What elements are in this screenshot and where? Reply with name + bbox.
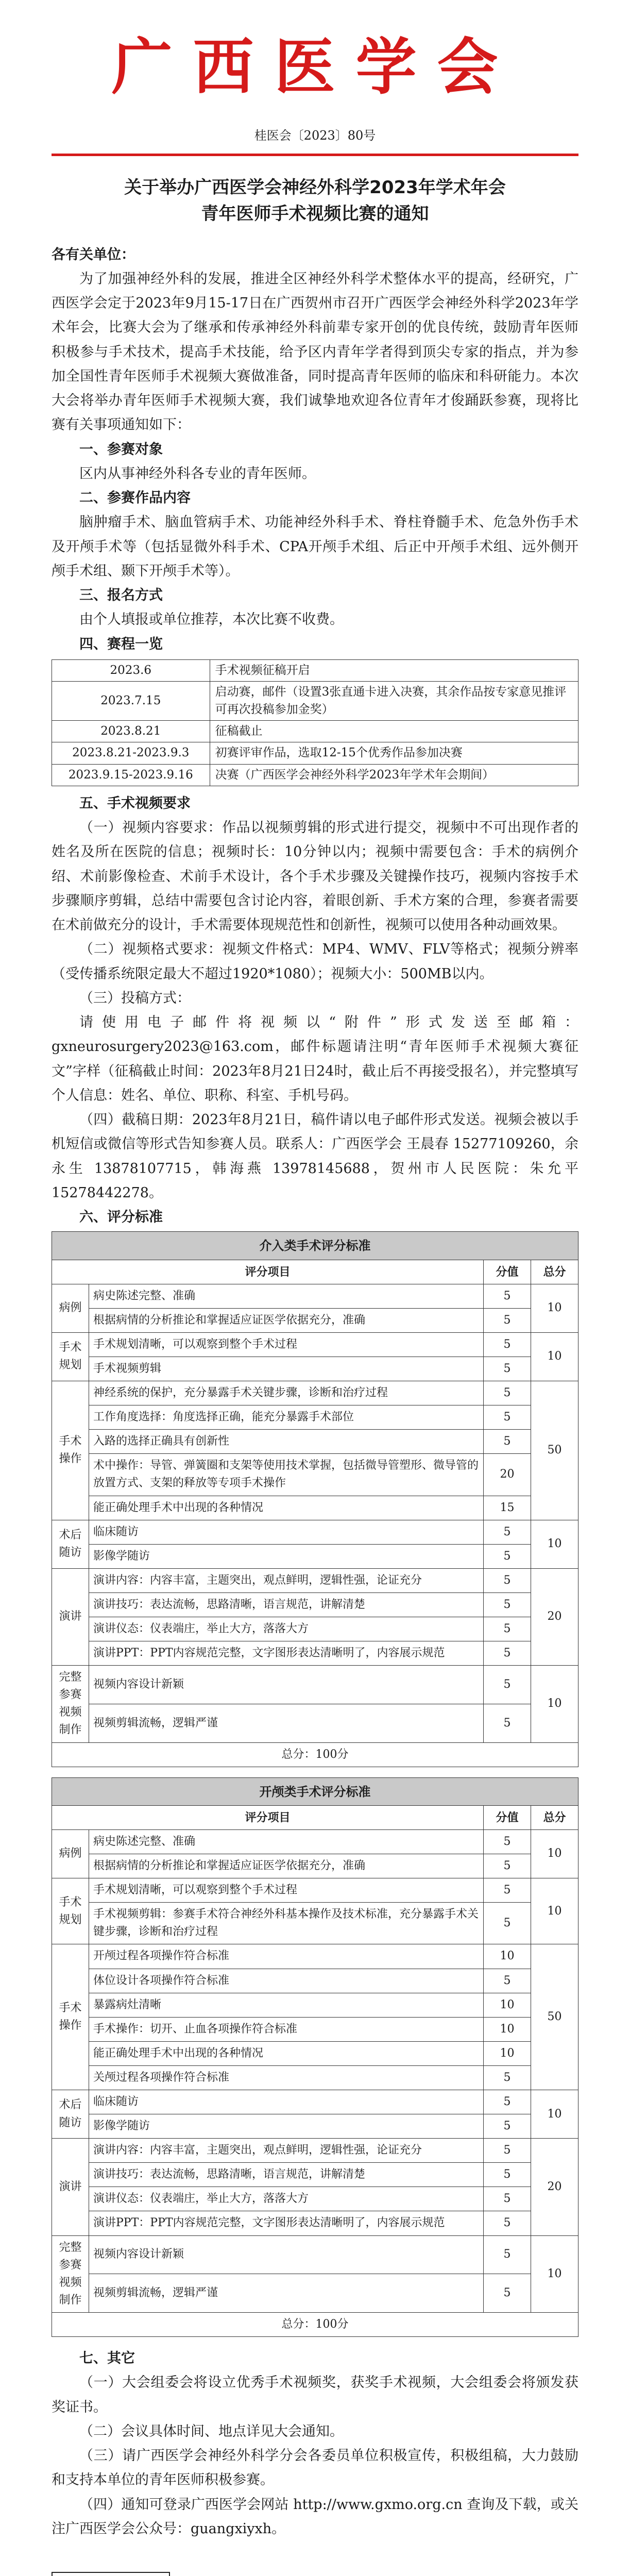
section-5-para-5: （四）截稿日期：2023年8月21日，稿件请以电子邮件形式发送。视频会被以手机短信或微信等形式告知参赛人员。联系人：广西医学会 王晨春 15277109260，余永生 13878107715，韩海燕 13978145688，贺州市人民医院：朱允平 15278442278。 [52, 1112, 578, 1201]
score-cell: 5 [484, 1617, 531, 1641]
table-row [52, 1568, 578, 1592]
score-cell: 5 [484, 1357, 531, 1381]
table-row [52, 1641, 578, 1666]
section-4-title: 四、赛程一览 [79, 636, 163, 652]
score-cell: 5 [484, 1430, 531, 1454]
total-cell: 10 [531, 2235, 578, 2312]
table-row [52, 1854, 578, 1878]
total-cell: 10 [531, 1829, 578, 1878]
schedule-row [52, 764, 578, 786]
section-7-para-4: （四）通知可登录广西医学会网站 http://www.gxmo.org.cn 查询及下载，或关注广西医学会公众号：guangxiyxh。 [52, 2496, 578, 2537]
schedule-event: 初赛评审作品，选取12-15个优秀作品参加决赛 [210, 742, 578, 764]
header-divider [52, 154, 578, 156]
table-row [52, 1381, 578, 1405]
table-row [52, 1332, 578, 1357]
criterion-cell: 临床随访 [89, 1520, 484, 1544]
score-cell: 15 [484, 1496, 531, 1520]
table-row [52, 1829, 578, 1854]
score-cell: 5 [484, 1381, 531, 1405]
score-cell: 10 [484, 1993, 531, 2017]
column-header: 分值 [484, 1260, 531, 1284]
total-cell: 10 [531, 1666, 578, 1742]
table-row [52, 1944, 578, 1969]
score-cell: 5 [484, 1544, 531, 1568]
table-row [52, 1454, 578, 1496]
total-cell: 10 [531, 2090, 578, 2138]
score-cell: 5 [484, 1969, 531, 1993]
criterion-cell: 影像学随访 [89, 1544, 484, 1568]
table-row [52, 1544, 578, 1568]
table-row [52, 2065, 578, 2090]
section-5-para-3: （三）投稿方式： [79, 990, 191, 1006]
table-row [52, 2274, 578, 2313]
table-row [52, 2114, 578, 2139]
salutation: 各有关单位： [52, 246, 135, 263]
schedule-event: 手术视频征稿开启 [210, 659, 578, 681]
criterion-cell: 根据病情的分析推论和掌握适应证医学依据充分，准确 [89, 1854, 484, 1878]
table-row [52, 1308, 578, 1332]
schedule-row [52, 682, 578, 721]
category-cell: 病例 [52, 1284, 89, 1332]
criterion-cell: 演讲内容：内容丰富，主题突出，观点鲜明，逻辑性强，论证充分 [89, 1568, 484, 1592]
criterion-cell: 演讲技巧：表达流畅，思路清晰，语言规范，讲解清楚 [89, 2163, 484, 2187]
grand-total: 总分：100分 [52, 1742, 578, 1767]
document-number: 桂医会〔2023〕80号 [254, 128, 376, 143]
score-cell: 5 [484, 1704, 531, 1742]
qr-code-icon[interactable] [52, 2572, 170, 2576]
section-6-title: 六、评分标准 [79, 1209, 163, 1226]
scoring-table-interventional [52, 1231, 578, 1767]
criterion-cell: 术中操作：导管、弹簧圈和支架等使用技术掌握，包括微导管塑形、微导管的放置方式、支架的释放等专项手术操作 [89, 1454, 484, 1496]
score-cell: 5 [484, 2235, 531, 2274]
score-cell: 5 [484, 1592, 531, 1617]
table-row [52, 2187, 578, 2211]
table-row [52, 1666, 578, 1704]
schedule-date: 2023.8.21-2023.9.3 [52, 742, 210, 764]
category-cell: 术后随访 [52, 2090, 89, 2138]
section-7-title: 七、其它 [79, 2350, 135, 2366]
total-cell: 50 [531, 1381, 578, 1520]
criterion-cell: 神经系统的保护，充分暴露手术关键步骤，诊断和治疗过程 [89, 1381, 484, 1405]
score-cell: 5 [484, 2090, 531, 2114]
table-row [52, 1704, 578, 1742]
table-row [52, 2235, 578, 2274]
criterion-cell: 暴露病灶清晰 [89, 1993, 484, 2017]
section-3-title: 三、报名方式 [79, 587, 163, 604]
table-row [52, 1357, 578, 1381]
section-1-text: 区内从事神经外科各专业的青年医师。 [79, 465, 316, 482]
category-cell: 完整参赛视频制作 [52, 1666, 89, 1742]
criterion-cell: 工作角度选择：角度选择正确，能充分暴露手术部位 [89, 1405, 484, 1430]
total-cell: 10 [531, 1520, 578, 1568]
column-header: 总分 [531, 1260, 578, 1284]
criterion-cell: 手术视频剪辑 [89, 1357, 484, 1381]
score-cell: 10 [484, 2017, 531, 2041]
total-cell: 10 [531, 1332, 578, 1381]
category-cell: 演讲 [52, 1568, 89, 1665]
category-cell: 术后随访 [52, 1520, 89, 1568]
section-7-para-2: （二）会议具体时间、地点详见大会通知。 [79, 2423, 344, 2439]
score-cell: 5 [484, 1854, 531, 1878]
section-7-para-3: （三）请广西医学会神经外科学分会各委员单位积极宣传，积极组稿，大力鼓励和支持本单位的青年医师积极参赛。 [52, 2448, 578, 2488]
score-cell: 5 [484, 1568, 531, 1592]
score-cell: 5 [484, 2139, 531, 2163]
score-cell: 5 [484, 1284, 531, 1308]
criterion-cell: 手术视频剪辑：参赛手术符合神经外科基本操作及技术标准，充分暴露手术关键步骤，诊断和治疗过程 [89, 1903, 484, 1944]
criterion-cell: 入路的选择正确具有创新性 [89, 1430, 484, 1454]
schedule-date: 2023.8.21 [52, 720, 210, 742]
criterion-cell: 关颅过程各项操作符合标准 [89, 2065, 484, 2090]
section-5-para-2: （二）视频格式要求：视频文件格式：MP4、WMV、FLV等格式；视频分辨率（受传播系统限定最大不超过1920*1080）；视频大小：500MB以内。 [52, 941, 578, 982]
column-header: 分值 [484, 1805, 531, 1829]
category-cell: 手术操作 [52, 1944, 89, 2090]
table-row [52, 2041, 578, 2065]
masthead [52, 0, 578, 104]
section-3-text: 由个人填报或单位推荐，本次比赛不收费。 [79, 612, 344, 628]
schedule-row [52, 659, 578, 681]
table-row [52, 1496, 578, 1520]
score-cell: 20 [484, 1454, 531, 1496]
criterion-cell: 开颅过程各项操作符合标准 [89, 1944, 484, 1969]
table-row [52, 1520, 578, 1544]
criterion-cell: 手术规划清晰，可以观察到整个手术过程 [89, 1878, 484, 1903]
score-cell: 5 [484, 1332, 531, 1357]
grand-total: 总分：100分 [52, 2312, 578, 2336]
schedule-event: 启动赛，邮件（设置3张直通卡进入决赛，其余作品按专家意见推评可再次投稿参加金奖） [210, 682, 578, 721]
criterion-cell: 演讲PPT：PPT内容规范完整，文字图形表达清晰明了，内容展示规范 [89, 2211, 484, 2235]
schedule-table [52, 659, 578, 786]
table-row [52, 1284, 578, 1308]
score-cell: 5 [484, 1829, 531, 1854]
table-banner: 介入类手术评分标准 [52, 1232, 578, 1260]
score-cell: 5 [484, 2211, 531, 2235]
column-header: 评分项目 [52, 1805, 484, 1829]
table-row [52, 1617, 578, 1641]
criterion-cell: 手术操作：切开、止血各项操作符合标准 [89, 2017, 484, 2041]
table-row [52, 2211, 578, 2235]
title-line-2: 青年医师手术视频比赛的通知 [201, 203, 429, 224]
criterion-cell: 视频内容设计新颖 [89, 2235, 484, 2274]
score-cell: 10 [484, 2041, 531, 2065]
score-cell: 5 [484, 1666, 531, 1704]
section-5-para-1: （一）视频内容要求：作品以视频剪辑的形式进行提交，视频中不可出现作者的姓名及所在医院的信息；视频时长：10分钟以内；视频中需要包含：手术的病例介绍、术前影像检查、术前手术设计，各个手术步骤及关键操作技巧，视频内容按手术步骤顺序剪辑，总结中需要包含讨论内容，着眼创新、手术方案的合理，参赛者需要在术前做充分的设计，手术需要体现规范性和创新性，视频可以使用各种动画效果。 [52, 820, 578, 934]
criterion-cell: 演讲内容：内容丰富，主题突出，观点鲜明，逻辑性强，论证充分 [89, 2139, 484, 2163]
column-header: 总分 [531, 1805, 578, 1829]
score-cell: 5 [484, 1641, 531, 1666]
category-cell: 完整参赛视频制作 [52, 2235, 89, 2312]
section-7-para-1: （一）大会组委会将设立优秀手术视频奖，获奖手术视频，大会组委会将颁发获奖证书。 [52, 2375, 578, 2415]
category-cell: 手术规划 [52, 1332, 89, 1381]
column-header: 评分项目 [52, 1260, 484, 1284]
table-row [52, 1592, 578, 1617]
scoring-table-craniotomy [52, 1777, 578, 2337]
criterion-cell: 演讲仪态：仪表端庄，举止大方，落落大方 [89, 1617, 484, 1641]
criterion-cell: 演讲仪态：仪表端庄，举止大方，落落大方 [89, 2187, 484, 2211]
table-row [52, 1969, 578, 1993]
schedule-event: 决赛（广西医学会神经外科学2023年学术年会期间） [210, 764, 578, 786]
criterion-cell: 演讲技巧：表达流畅，思路清晰，语言规范，讲解清楚 [89, 1592, 484, 1617]
category-cell: 手术规划 [52, 1878, 89, 1944]
table-row [52, 1405, 578, 1430]
criterion-cell: 影像学随访 [89, 2114, 484, 2139]
category-cell: 病例 [52, 1829, 89, 1878]
score-cell: 5 [484, 2163, 531, 2187]
category-cell: 演讲 [52, 2139, 89, 2235]
table-row [52, 1430, 578, 1454]
schedule-date: 2023.7.15 [52, 682, 210, 721]
score-cell: 10 [484, 1944, 531, 1969]
intro-paragraph: 为了加强神经外科的发展，推进全区神经外科学术整体水平的提高，经研究，广西医学会定于2023年9月15-17日在广西贺州市召开广西医学会神经外科学2023年学术年会，比赛大会为了继承和传承神经外科前辈专家开创的优良传统，鼓励青年医师积极参与手术技术，提高手术技能，给予区内青年学者得到顶尖专家的指点，并为参加全国性青年医师手术视频大赛做准备，同时提高青年医师的临床和科研能力。本次大会将举办青年医师手术视频大赛，我们诚挚地欢迎各位青年才俊踊跃参赛，现将比赛有关事项通知如下： [52, 270, 578, 433]
table-row [52, 1903, 578, 1944]
score-cell: 5 [484, 1903, 531, 1944]
criterion-cell: 病史陈述完整、准确 [89, 1829, 484, 1854]
score-cell: 5 [484, 2065, 531, 2090]
document-title [52, 175, 578, 227]
score-cell: 5 [484, 1405, 531, 1430]
category-cell: 手术操作 [52, 1381, 89, 1520]
total-cell: 10 [531, 1878, 578, 1944]
schedule-row [52, 742, 578, 764]
schedule-row [52, 720, 578, 742]
criterion-cell: 视频内容设计新颖 [89, 1666, 484, 1704]
score-cell: 5 [484, 1520, 531, 1544]
section-1-title: 一、参赛对象 [79, 441, 163, 457]
criterion-cell: 病史陈述完整、准确 [89, 1284, 484, 1308]
footer [52, 2562, 578, 2576]
criterion-cell: 临床随访 [89, 2090, 484, 2114]
criterion-cell: 视频剪辑流畅，逻辑严谨 [89, 1704, 484, 1742]
section-2-title: 二、参赛作品内容 [79, 490, 191, 506]
section-2-text: 脑肿瘤手术、脑血管病手术、功能神经外科手术、脊柱脊髓手术、危急外伤手术及开颅手术等（包括显微外科手术、CPA开颅手术组、后正中开颅手术组、远外侧开颅手术组、颞下开颅手术等）。 [52, 514, 578, 579]
masthead-title: 广西医学会 [111, 31, 519, 103]
criterion-cell: 能正确处理手术中出现的各种情况 [89, 2041, 484, 2065]
total-cell: 10 [531, 1284, 578, 1332]
schedule-date: 2023.9.15-2023.9.16 [52, 764, 210, 786]
criterion-cell: 演讲PPT：PPT内容规范完整，文字图形表达清晰明了，内容展示规范 [89, 1641, 484, 1666]
score-cell: 5 [484, 2274, 531, 2313]
score-cell: 5 [484, 1878, 531, 1903]
table-banner: 开颅类手术评分标准 [52, 1777, 578, 1805]
schedule-date: 2023.6 [52, 659, 210, 681]
score-cell: 5 [484, 1308, 531, 1332]
section-5-para-4: 请使用电子邮件将视频以“附件”形式发送至邮箱：gxneurosurgery2023@163.com，邮件标题请注明“青年医师手术视频大赛征文”字样（征稿截止时间：2023年8月21日24时，截止后不再接受报名），并完整填写个人信息：姓名、单位、职称、科室、手机号码。 [52, 1014, 578, 1104]
table-row [52, 1878, 578, 1903]
criterion-cell: 体位设计各项操作符合标准 [89, 1969, 484, 1993]
criterion-cell: 根据病情的分析推论和掌握适应证医学依据充分，准确 [89, 1308, 484, 1332]
section-5-title: 五、手术视频要求 [79, 795, 191, 811]
criterion-cell: 手术规划清晰，可以观察到整个手术过程 [89, 1332, 484, 1357]
table-row [52, 2139, 578, 2163]
score-cell: 5 [484, 2187, 531, 2211]
table-row [52, 2017, 578, 2041]
schedule-event: 征稿截止 [210, 720, 578, 742]
total-cell: 50 [531, 1944, 578, 2090]
table-row [52, 2163, 578, 2187]
table-row [52, 1993, 578, 2017]
table-row [52, 2090, 578, 2114]
criterion-cell: 能正确处理手术中出现的各种情况 [89, 1496, 484, 1520]
criterion-cell: 视频剪辑流畅，逻辑严谨 [89, 2274, 484, 2313]
total-cell: 20 [531, 1568, 578, 1665]
title-line-1: 关于举办广西医学会神经外科学2023年学术年会 [124, 177, 506, 198]
score-cell: 5 [484, 2114, 531, 2139]
total-cell: 20 [531, 2139, 578, 2235]
